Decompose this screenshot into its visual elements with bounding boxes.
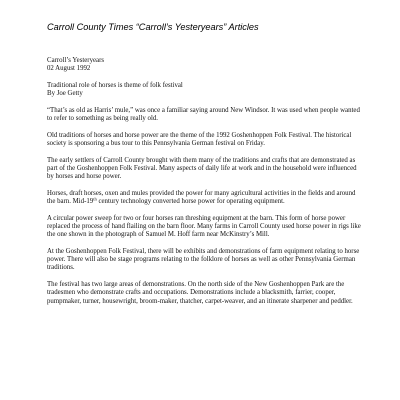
paragraph-3: The early settlers of Carroll County brought with them many of the traditions and crafts that are demonstrated as part of the Goshenhoppen Folk Festival. Many aspects of daily life at work and in the household were influenced by horses and horse power.: [47, 156, 357, 181]
article-title: Traditional role of horses is theme of folk festival: [47, 81, 183, 89]
paragraph-4-part-1: Horses, draft horses, oxen and mules provided the power for many agricultural activities in the fields and around the barn. Mid-19: [47, 189, 356, 206]
paragraph-6: At the Goshenhoppen Folk Festival, there will be exhibits and demonstrations of farm equipment relating to horse power. There will also be stage programs relating to the folklore of horses as well as other Pennsylvania German traditions.: [47, 247, 360, 272]
paragraph-5: A circular power sweep for two or four horses ran threshing equipment at the barn. This form of horse power replaced the process of hand flailing on the barn floor. Many farms in Carroll County used horse power in rigs like the one shown in the photograph of Samuel M. Hoff farm near McKinstry’s Mill.: [47, 214, 361, 239]
ordinal-suffix: th: [93, 196, 97, 202]
paragraph-2: Old traditions of horses and horse power are the theme of the 1992 Goshenhoppen Folk Festival. The historical society is sponsoring a bus tour to this Pennsylvania German festival on Friday.: [47, 131, 352, 147]
paragraph-4-part-2: century technology converted horse power for operating equipment.: [96, 198, 285, 206]
article-date: 02 August 1992: [47, 65, 91, 73]
paragraph-7: The festival has two large areas of demonstrations. On the north side of the New Goshenhoppen Park are the tradesmen who demonstrate crafts and occupations. Demonstrations include a blacksmith, farrier, cooper, pumpmaker, turner, housewright, broom-maker, thatcher, carpet-weaver, and an itinerate sharpener and peddler.: [47, 281, 353, 305]
article-byline: By Joe Getty: [47, 90, 83, 98]
article-body: [47, 57, 362, 306]
paragraph-1: “That’s as old as Harris’ mule,” was once a familiar saying around New Windsor. It was used when people wanted to refer to something as being really old.: [47, 106, 360, 123]
paragraph-4: [47, 190, 362, 207]
column-name: Carroll’s Yesteryears: [47, 57, 105, 64]
document-header: Carroll County Times “Carroll’s Yesteryears” Articles: [47, 22, 259, 32]
